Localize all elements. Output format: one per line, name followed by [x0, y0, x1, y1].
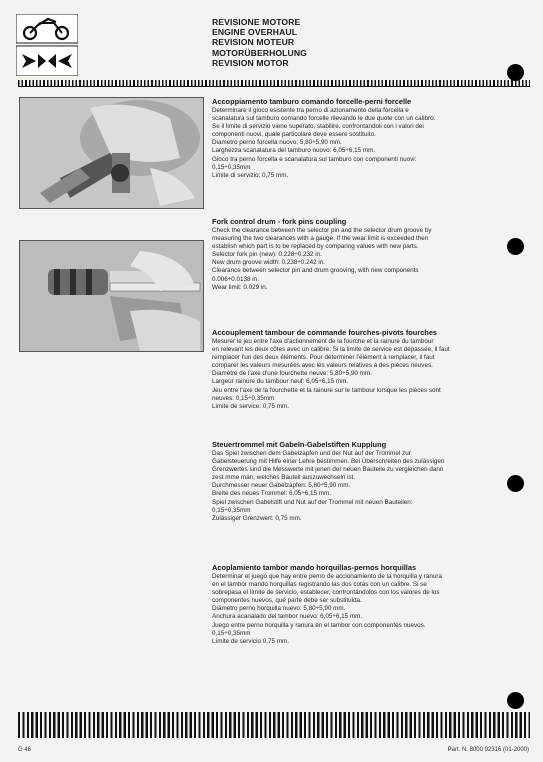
- motorcycle-logo-icon: [16, 14, 78, 76]
- text-line: New drum groove width: 0.238÷0.242 in.: [212, 259, 326, 267]
- text-line: Wear limit: 0.029 in.: [212, 283, 268, 291]
- top-barcode-rule: [18, 80, 530, 87]
- text-line: Clearance between selector pin and drum grooving, with new components: [212, 267, 419, 275]
- page-number: G 46: [18, 747, 32, 753]
- text-line: componenti nuovi, quale particolare deve essere sostituito.: [212, 131, 376, 139]
- title-english: ENGINE OVERHAUL: [212, 27, 298, 38]
- text-line: Durchmesser neuer Gabelzapfen: 5,80÷5,90 mm.: [212, 482, 351, 490]
- text-line: Jeu entre l'axe de la fourchette et la rainure sur le tambour lorsque les pièces sont: [212, 386, 441, 394]
- text-line: Diametro perno forcella nuovo: 5,80÷5,90 mm.: [212, 139, 342, 147]
- part-number: Part. N. 8000 92316 (01-2000): [447, 747, 529, 753]
- section-title: Acoplamiento tambor mando horquillas-pernos horquillas: [212, 563, 417, 572]
- text-line: 0,15÷0,35mm: [212, 506, 251, 514]
- text-line: componentes nuevos, qué parte debe ser substituida.: [212, 597, 362, 605]
- text-line: Se il limite di servizio viene superato, stabilire, confrontandoli con i valori dei: [212, 123, 424, 131]
- section-title: Accoppiamento tamburo comando forcelle-perni forcelle: [212, 97, 412, 106]
- title-italian: REVISIONE MOTORE: [212, 17, 301, 27]
- text-line: Largeur rainure du tambour neuf: 6,05÷6,15 mm.: [212, 378, 349, 386]
- text-line: Larghezza scanalatura del tamburo nuovo: 6,05÷6,15 mm.: [212, 147, 376, 155]
- text-line: Gioco tra perno forcella e scanalatura sul tamburo con componenti nuovi:: [212, 155, 417, 163]
- text-line: Das Spiel zwischen dem Gabelzapfen und der Nut auf der Trommel zur: [212, 450, 411, 457]
- text-line: remplacer l'un des deux éléments. Pour déterminer l'élément à remplacer, il faut: [212, 354, 435, 362]
- section-body: [212, 450, 524, 523]
- title-spanish: REVISION MOTOR: [212, 57, 289, 68]
- text-line: Grenzwertes sind die Messwerte mit jenen der neuen Bauteile zu vergleichen dann: [212, 466, 444, 474]
- text-line: Determinare il gioco esistente tra perno di azionamento della forcella e: [212, 107, 409, 114]
- section-body: [212, 338, 524, 411]
- photo-feeler-gauge: [19, 97, 204, 209]
- photo-caliper-drum: [19, 240, 204, 352]
- text-line: Breite des neues Trommel: 6,05÷6,15 mm.: [212, 490, 331, 498]
- text-line: establish which part is to be replaced by comparing values with new parts.: [212, 243, 419, 251]
- binder-hole: [507, 64, 524, 81]
- text-line: 0.006÷0.0138 in.: [212, 275, 259, 283]
- text-line: Juego entre perno horquilla y ranura en el tambor con componentes nuevos.: [212, 621, 426, 629]
- text-line: Zulässiger Grenzwert: 0,75 mm.: [212, 514, 302, 522]
- section-spanish: [212, 563, 524, 646]
- text-line: neuves: 0,15÷0,35mm: [212, 394, 275, 402]
- title-german: MOTORÜBERHOLUNG: [212, 47, 307, 58]
- text-line: en relevant les deux côtes avec un calibre. Si la limite de service est dépassée, il faut: [212, 346, 450, 354]
- bottom-barcode-rule: [18, 712, 530, 738]
- text-line: Spiel zwischen Gabelstift und Nut auf der Trommel mit neuen Bauteilen:: [212, 498, 413, 506]
- text-line: Límite de servicio 0,75 mm.: [212, 637, 289, 645]
- text-line: Diámetro perno horquilla nuevo: 5,80÷5,90 mm.: [212, 605, 346, 613]
- text-line: Check the clearance between the selector pin and the selector drum groove by: [212, 227, 432, 234]
- logo: [16, 14, 78, 76]
- section-french: [212, 328, 524, 411]
- text-line: sobrepasa el límite de servicio, establecer, confrontándolos con los valores de los: [212, 589, 440, 597]
- text-line: Anchura acanalado del tambor nuevo: 6,05÷6,15 mm.: [212, 613, 363, 621]
- section-title: Fork control drum - fork pins coupling: [212, 217, 347, 226]
- text-line: 0,15÷0,35mm: [212, 629, 251, 637]
- section-title: Accouplement tambour de commande fourches-pivots fourches: [212, 328, 438, 337]
- text-line: Determinar el juego que hay entre perno de accionamiento de la horquilla y ranura: [212, 573, 442, 580]
- text-line: Selector fork pin (new): 0.228÷0.232 in.: [212, 251, 322, 259]
- text-line: Gabelsteuerung mit Hilfe einer Lehre bestimmen. Bei Überschreiten des zulässigen: [212, 458, 445, 466]
- text-line: Limite di servizio: 0,75 mm.: [212, 171, 289, 179]
- section-body: [212, 573, 524, 646]
- section-body: [212, 227, 524, 292]
- section-title: Steuertrommel mit Gabeln-Gabelstiften Kupplung: [212, 440, 387, 449]
- section-german: [212, 440, 524, 523]
- section-italian: [212, 97, 524, 180]
- text-line: measuring the two clearances with a gauge. If the wear limit is exceeded then: [212, 235, 429, 243]
- text-line: Mesurer le jeu entre l'axe d'actionnement de la fourche et la rainure du tambour: [212, 338, 434, 345]
- text-line: en el tambor mando horquillas registrando las dos cotas con un calibre. Si se: [212, 581, 427, 589]
- section-english: [212, 217, 524, 292]
- text-line: comparer les valeurs mesurées avec les valeurs relatives à des pièces neuves.: [212, 362, 433, 370]
- text-line: Limite de service: 0,75 mm.: [212, 402, 289, 410]
- text-line: Diamètre de l'axe d'une fourchette neuve: 5,80÷5,90 mm.: [212, 370, 372, 378]
- binder-hole: [507, 692, 524, 709]
- text-line: scanalatura sul tamburo comando forcelle rilevando le due quote con un calibro.: [212, 115, 436, 123]
- text-line: zest mme man, welches Bauteil auszuwechseln ist.: [212, 474, 356, 482]
- section-body: [212, 107, 524, 180]
- text-line: 0,15÷0,35mm: [212, 163, 251, 171]
- title-french: REVISION MOTEUR: [212, 37, 295, 48]
- header-titles: [212, 17, 307, 68]
